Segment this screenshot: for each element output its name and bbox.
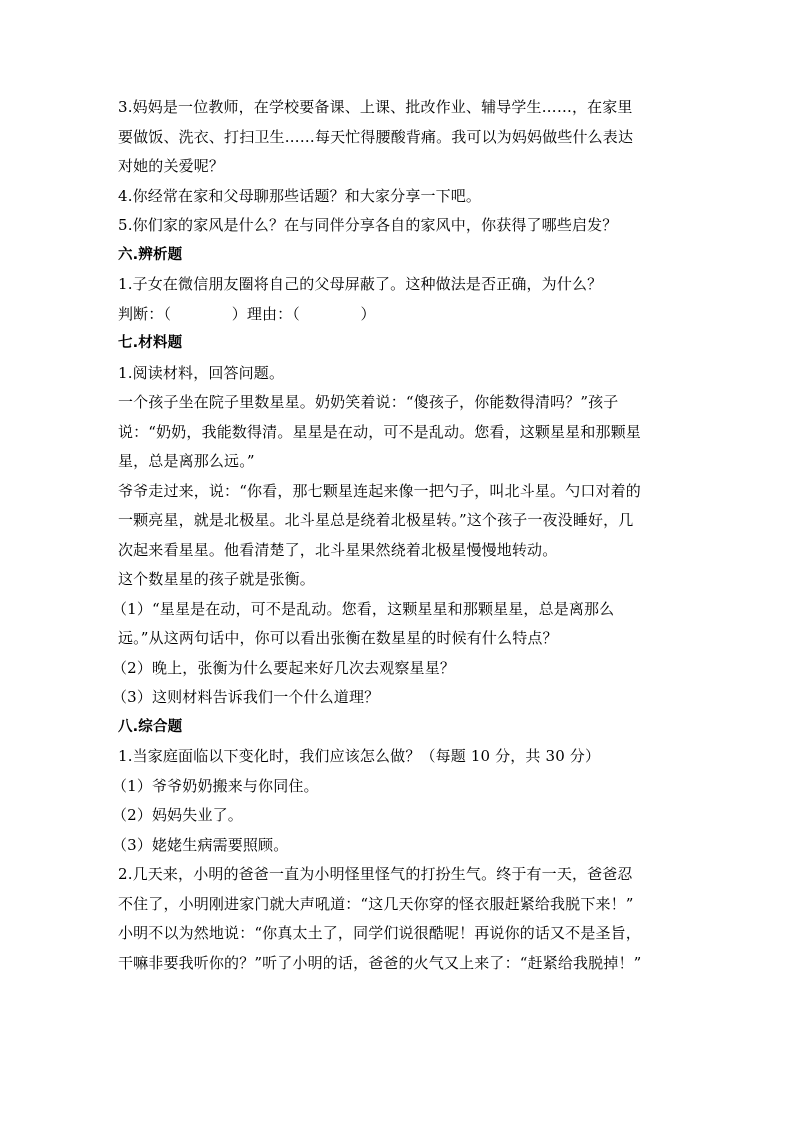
text-line: 一颗亮星，就是北极星。北斗星总是绕着北极星转。”这个孩子一夜没睡好，几 [118,511,634,529]
text-line: 5.你们家的家风是什么？在与同伴分享各自的家风中，你获得了哪些启发？ [118,216,618,234]
section-heading: 六.辨析题 [118,246,183,263]
text-line: 远。”从这两句话中，你可以看出张衡在数星星的时候有什么特点？ [118,629,558,647]
text-line: 对她的关爱呢？ [118,157,225,175]
text-line: 说：“奶奶，我能数得清。星星是在动，可不是乱动。您看，这颗星星和那颗星 [118,422,641,441]
text-line: 小明不以为然地说：“你真太土了，同学们说很酷呢！再说你的话又不是圣旨， [118,924,641,942]
text-line: 一个孩子坐在院子里数星星。奶奶笑着说：“傻孩子，你能数得清吗？”孩子 [118,393,619,411]
text-line: 4.你经常在家和父母聊那些话题？和大家分享一下吧。 [118,186,482,205]
text-line: 判断：（ ）理由：（ ） [118,304,376,323]
section-heading: 八.综合题 [118,718,183,735]
section-heading: 七.材料题 [118,335,183,351]
text-line: 1.阅读材料，回答问题。 [118,363,285,382]
text-line: 次起来看星星。他看清楚了，北斗星果然绕着北极星慢慢地转动。 [118,540,558,559]
question-item: （2）晚上，张衡为什么要起来好几次去观察星星？ [112,658,455,677]
text-line: 这个数星星的孩子就是张衡。 [118,570,315,588]
text-line: 1.子女在微信朋友圈将自己的父母屏蔽了。这种做法是否正确，为什么？ [118,275,603,293]
question-item: （1）爷爷奶奶搬来与你同住。 [112,776,319,795]
text-line: 2.几天来，小明的爸爸一直为小明怪里怪气的打扮生气。终于有一天，爸爸忍 [118,865,633,883]
question-item: （3）这则材料告诉我们一个什么道理？ [112,688,380,706]
text-line: 不住了，小明刚进家门就大声吼道：“这几天你穿的怪衣服赶紧给我脱下来！” [118,894,634,913]
question-item: （3）姥姥生病需要照顾。 [112,835,289,854]
question-item: （1）“星星是在动，可不是乱动。您看，这颗星星和那颗星星，总是离那么 [112,599,615,618]
question-item: （2）妈妈失业了。 [112,806,243,824]
text-line: 3.妈妈是一位教师，在学校要备课、上课、批改作业、辅导学生……，在家里 [118,98,633,116]
document-page [112,93,678,978]
text-line: 1.当家庭面临以下变化时，我们应该怎么做？（每题 10 分，共 30 分） [118,747,601,765]
text-line: 爷爷走过来，说：“你看，那七颗星连起来像一把勺子，叫北斗星。勺口对着的 [118,481,641,500]
text-line: 干嘛非要我听你的？”听了小明的话，爸爸的火气又上来了：“赶紧给我脱掉！” [118,953,642,972]
text-line: 星，总是离那么远。” [118,452,255,470]
text-line: 要做饭、洗衣、打扫卫生……每天忙得腰酸背痛。我可以为妈妈做些什么表达 [118,127,634,146]
